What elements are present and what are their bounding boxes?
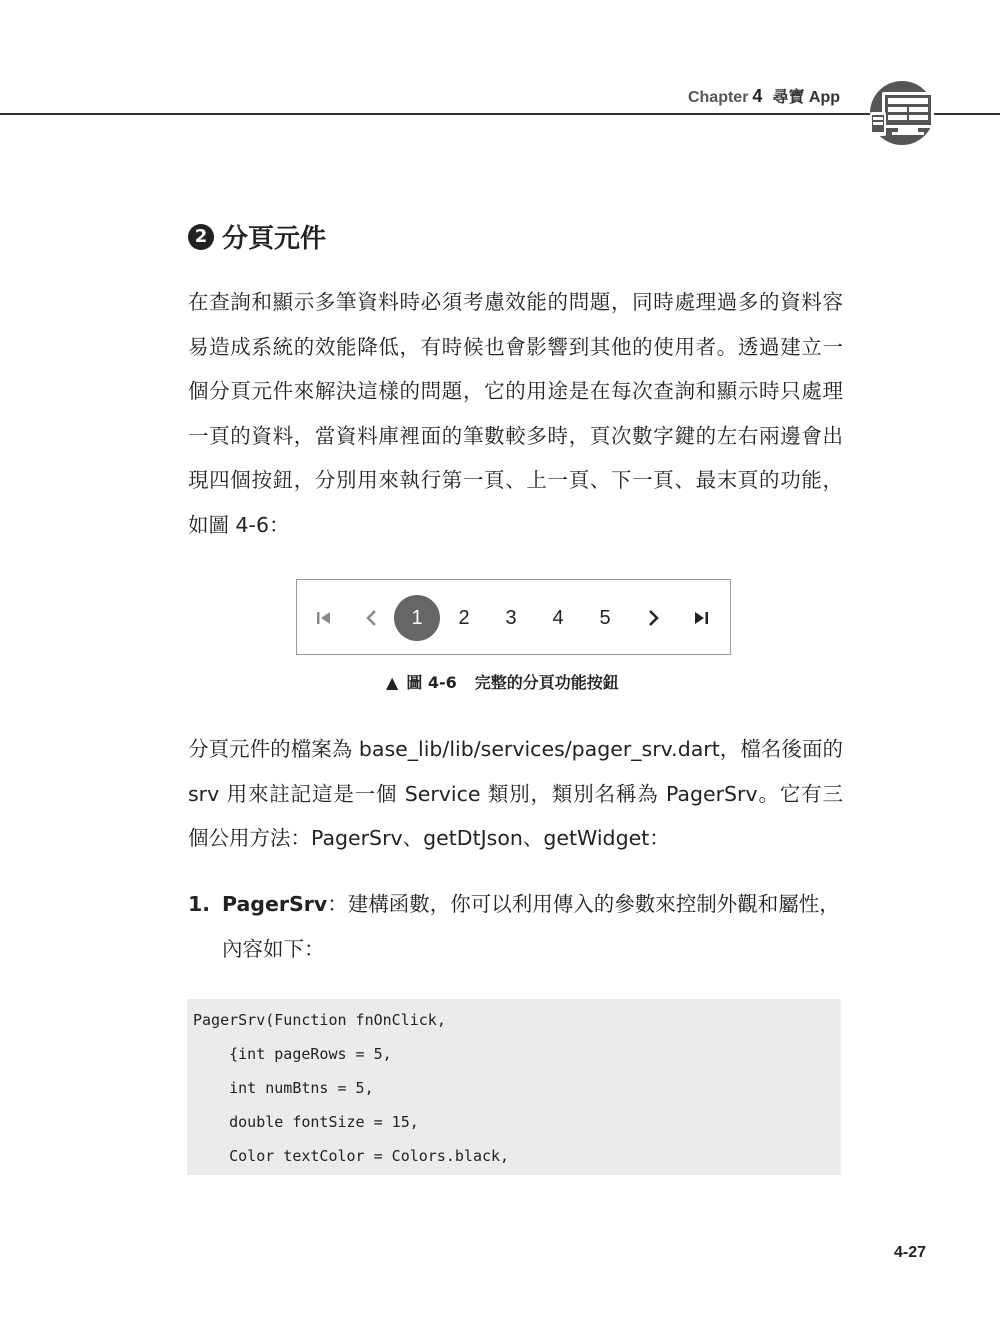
section-title: 分頁元件 bbox=[222, 224, 327, 254]
chapter-label: Chapter bbox=[687, 89, 749, 106]
code-line: double fontSize = 15, bbox=[193, 1113, 419, 1131]
list-item-term: PagerSrv bbox=[222, 892, 328, 916]
body-paragraph-1: 在查詢和顯示多筆資料時必須考慮效能的問題，同時處理過多的資料容易造成系統的效能降低，有時候也會影響到其他的使用者。透過建立一個分頁元件來解決這樣的問題，它的用途是在每次查詢和顯示時只處理一頁的資料，當資料庫裡面的筆數較多時，頁次數字鍵的左右兩邊會出現四個按鈕，分別用來執行第一頁、上一頁、下一頁、最末頁的功能，如圖 4-6： bbox=[188, 290, 843, 537]
header-rule bbox=[0, 113, 1000, 115]
figure-caption-text: 完整的分頁功能按鈕 bbox=[474, 673, 619, 692]
list-item-description: ：建構函數，你可以利用傳入的參數來控制外觀和屬性，內容如下： bbox=[222, 892, 840, 961]
last-page-icon bbox=[691, 608, 711, 628]
chapter-number: 4 bbox=[752, 86, 763, 106]
last-page-button[interactable] bbox=[678, 595, 724, 641]
figure-caption bbox=[386, 670, 619, 693]
prev-page-button[interactable] bbox=[349, 595, 395, 641]
pager-figure bbox=[296, 579, 731, 655]
code-line: PagerSrv(Function fnOnClick, bbox=[193, 1011, 446, 1029]
page-button-4[interactable]: 4 bbox=[552, 607, 564, 629]
list-item-body bbox=[222, 882, 843, 971]
page-button-5[interactable]: 5 bbox=[599, 607, 611, 629]
code-block bbox=[187, 999, 841, 1175]
list-item bbox=[188, 882, 843, 971]
section-heading bbox=[188, 218, 326, 255]
devices-icon bbox=[868, 80, 936, 146]
running-header bbox=[688, 84, 840, 107]
page-number: 4-27 bbox=[893, 1244, 926, 1261]
caption-marker: ▲ bbox=[386, 673, 399, 692]
chapter-title: 尋寶 App bbox=[772, 89, 840, 106]
list-item-number: 1. bbox=[188, 892, 211, 916]
next-page-button[interactable] bbox=[630, 595, 676, 641]
first-page-button[interactable] bbox=[301, 595, 347, 641]
next-page-icon bbox=[643, 608, 663, 628]
page-button-1[interactable]: 1 bbox=[394, 595, 440, 641]
page-button-3[interactable]: 3 bbox=[505, 607, 517, 629]
code-line: Color textColor = Colors.black, bbox=[193, 1147, 510, 1165]
section-number-badge: 2 bbox=[188, 224, 214, 250]
first-page-icon bbox=[314, 608, 334, 628]
body-paragraph-2: 分頁元件的檔案為 base_lib/lib/services/pager_srv.dart，檔名後面的 srv 用來註記這是一個 Service 類別，類別名稱為 PagerSrv。它有三個公用方法：PagerSrv、getDtJson、getWidget： bbox=[188, 737, 843, 850]
code-line: {int pageRows = 5, bbox=[193, 1045, 392, 1063]
figure-label: 圖 4-6 bbox=[406, 673, 457, 692]
code-line: int numBtns = 5, bbox=[193, 1079, 374, 1097]
prev-page-icon bbox=[362, 608, 382, 628]
page-button-2[interactable]: 2 bbox=[458, 607, 470, 629]
